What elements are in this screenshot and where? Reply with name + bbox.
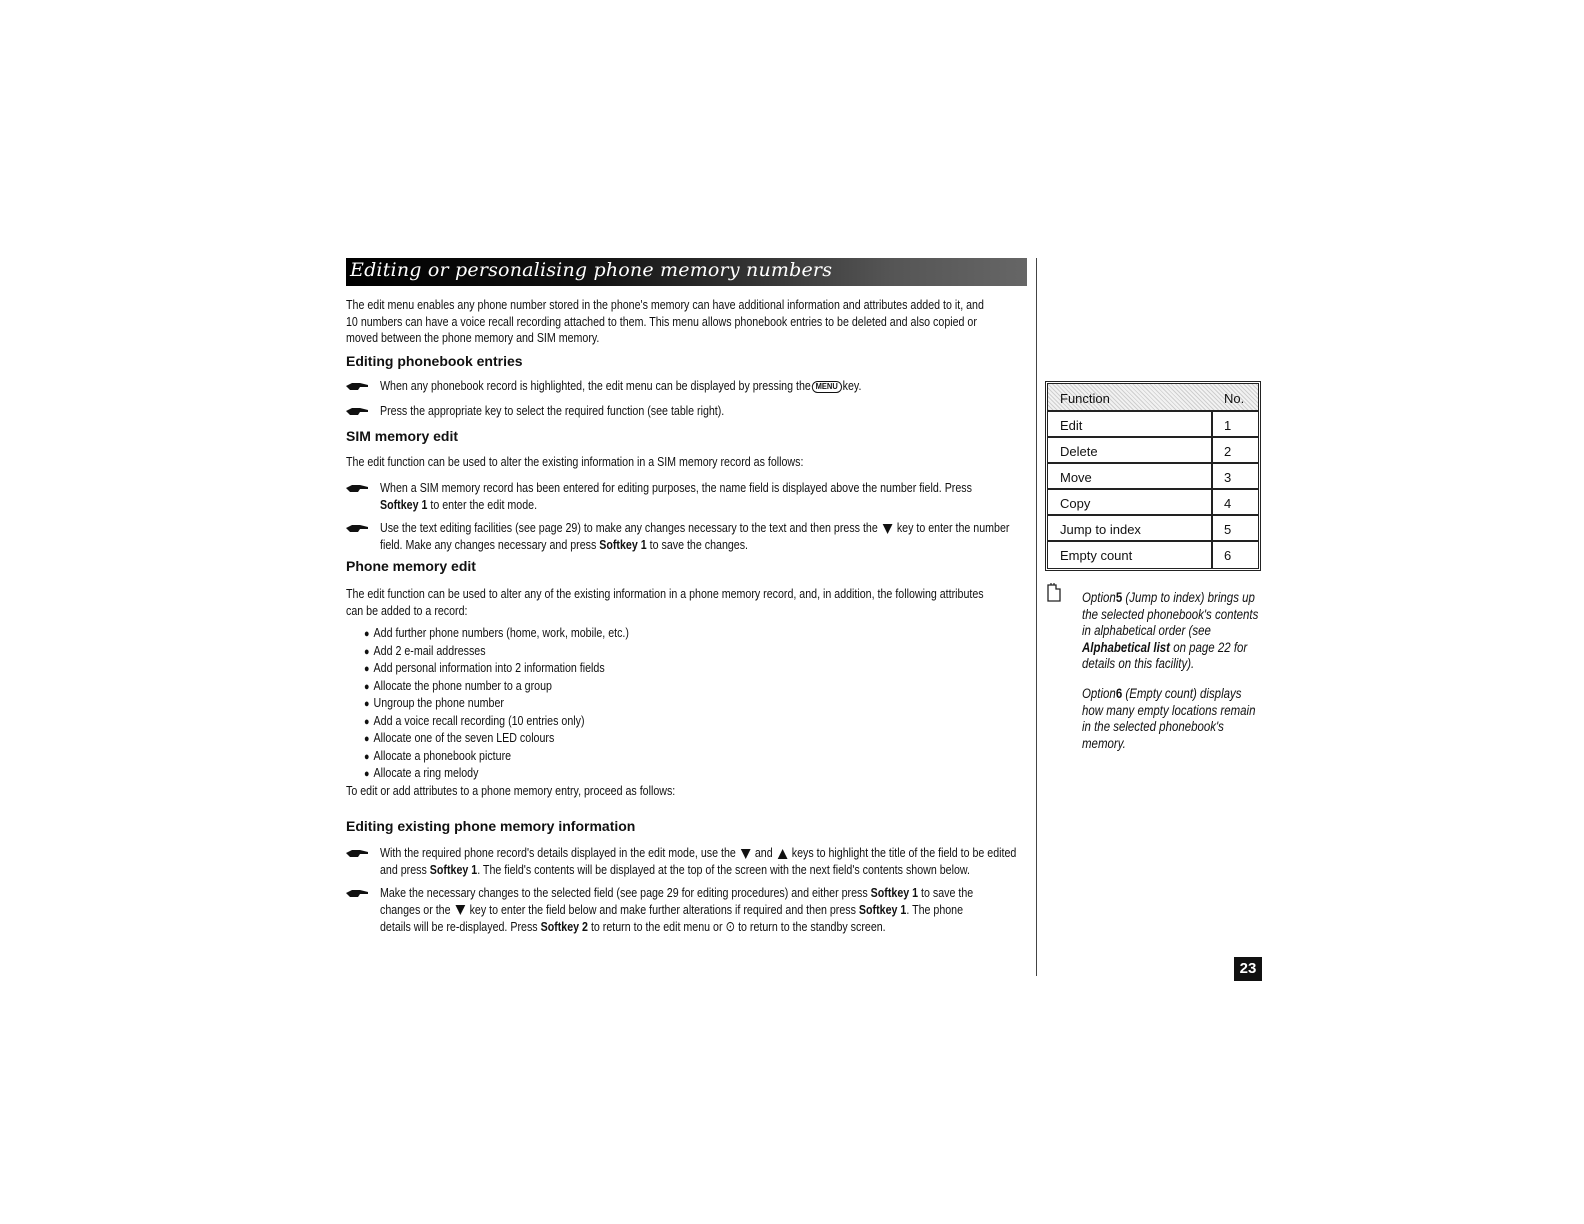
menu-key-icon: MENU: [812, 381, 842, 393]
table-row: Empty count 6: [1060, 548, 1232, 563]
intro-paragraph: The edit menu enables any phone number stored in the phone's memory can have additional information and attributes added to it, and 10 numbers can have a voice recall recording attached to them. This menu allows phonebook entries to be deleted and also copied or moved between the phone memory and SIM memory.: [346, 297, 984, 345]
table-header-no: No.: [1224, 391, 1245, 406]
section-title-bar: [346, 258, 1027, 286]
side-note-option-6: Option6 (Empty count) displays how many empty locations remain in the selected phonebook's memory.: [1082, 686, 1256, 751]
table-row: Jump to index 5: [1048, 516, 1258, 542]
phonebook-step-2: Press the appropriate key to select the required function (see table right).: [380, 403, 725, 418]
side-note-option-5: Option5 (Jump to index) brings up the selected phonebook's contents in alphabetical order (see Alphabetical list on page 22 for details on this facility).: [1082, 590, 1259, 671]
list-item: ● Add a voice recall recording (10 entries only): [364, 713, 629, 731]
table-row: Move 3: [1048, 464, 1258, 490]
list-item: ● Allocate a phonebook picture: [364, 748, 629, 766]
pointing-hand-icon: [346, 406, 368, 416]
pointing-hand-icon: [346, 381, 368, 391]
pointing-hand-icon: [346, 483, 368, 493]
heading-phone-memory-edit: Phone memory edit: [346, 558, 476, 574]
down-arrow-key-icon: [455, 905, 465, 915]
function-table: [1045, 381, 1261, 571]
sim-intro: The edit function can be used to alter the existing information in a SIM memory record as follows:: [346, 454, 804, 469]
existing-step-2: Make the necessary changes to the selected field (see page 29 for editing procedures) and either press Softkey 1 to save the changes or the key to enter the field below and make further alterations if required and then press Softkey 1. The phone details will be re-displayed. Press Softkey 2 to return to the edit menu or ⊙ to return to the standby screen.: [380, 885, 974, 934]
up-arrow-key-icon: [777, 849, 787, 859]
list-item: ● Add personal information into 2 information fields: [364, 660, 629, 678]
table-row: Edit 1: [1048, 412, 1258, 438]
heading-sim-memory-edit: SIM memory edit: [346, 428, 459, 444]
attribute-list: [364, 625, 629, 783]
table-row: Copy 4: [1048, 490, 1258, 516]
page-number: 23: [1234, 957, 1262, 981]
heading-editing-existing: Editing existing phone memory information: [346, 818, 636, 834]
column-divider: [1036, 258, 1037, 976]
page-title: Editing or personalising phone memory numbers: [350, 259, 833, 281]
list-item: ● Allocate the phone number to a group: [364, 678, 629, 696]
heading-editing-phonebook: Editing phonebook entries: [346, 353, 523, 369]
list-item: ● Add 2 e-mail addresses: [364, 643, 629, 661]
down-arrow-key-icon: [882, 524, 892, 534]
note-pad-icon: [1046, 583, 1062, 603]
list-item: ● Add further phone numbers (home, work, mobile, etc.): [364, 625, 629, 643]
phone-intro: The edit function can be used to alter any of the existing information in a phone memory record, and, in addition, the following attributes can be added to a record:: [346, 586, 984, 618]
list-item: ● Allocate one of the seven LED colours: [364, 730, 629, 748]
sim-step-1: When a SIM memory record has been entered for editing purposes, the name field is displayed above the number field. Press Softkey 1 to enter the edit mode.: [380, 480, 972, 512]
down-arrow-key-icon: [740, 849, 750, 859]
end-call-key-icon: ⊙: [725, 918, 736, 934]
pointing-hand-icon: [346, 888, 368, 898]
phone-outro: To edit or add attributes to a phone memory entry, proceed as follows:: [346, 783, 676, 798]
table-header-row: [1048, 384, 1258, 412]
sim-step-2: Use the text editing facilities (see page 29) to make any changes necessary to the text and then press the key to enter the number field. Make any changes necessary and press Softkey 1 to save the changes.: [380, 520, 1010, 552]
table-header-function: Function: [1060, 391, 1110, 406]
list-item: ● Ungroup the phone number: [364, 695, 629, 713]
pointing-hand-icon: [346, 848, 368, 858]
list-item: ● Allocate a ring melody: [364, 765, 629, 783]
table-row: Delete 2: [1048, 438, 1258, 464]
phonebook-step-1: When any phonebook record is highlighted, the edit menu can be displayed by pressing the MENU key.: [380, 378, 862, 393]
existing-step-1: With the required phone record's details displayed in the edit mode, use the and keys to highlight the title of the field to be edited and press Softkey 1. The field's contents will be displayed at the top of the screen with the next field's contents shown below.: [380, 845, 1017, 877]
pointing-hand-icon: [346, 523, 368, 533]
